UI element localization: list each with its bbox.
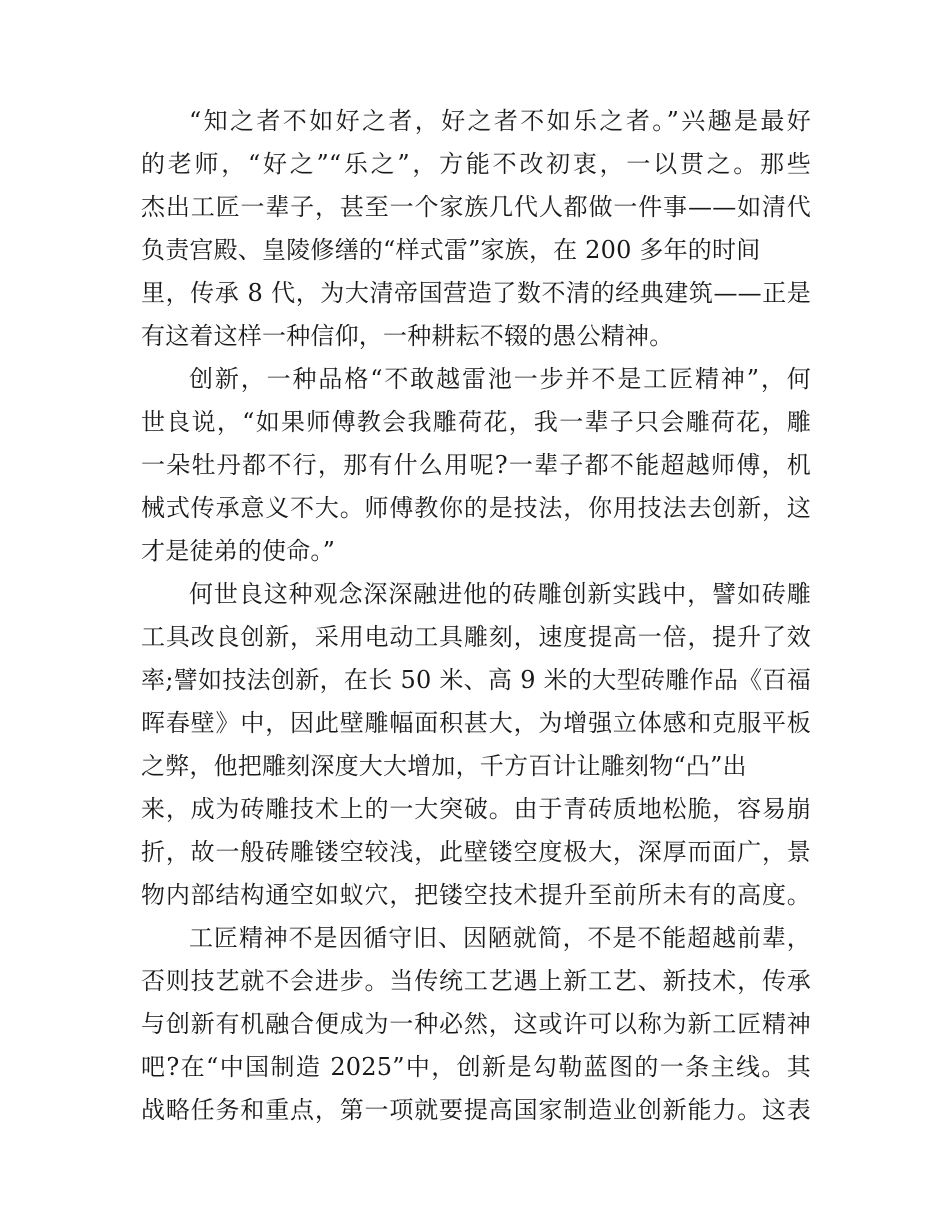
- text-line: 有这着这样一种信仰，一种耕耘不辍的愚公精神。: [141, 322, 674, 350]
- text-line: 世良说，“如果师傅教会我雕荷花，我一辈子只会雕荷花，雕: [141, 408, 811, 436]
- text-line: 杰出工匠一辈子，甚至一个家族几代人都做一件事——如清代: [141, 193, 811, 221]
- text-line: 吧?在“中国制造 2025”中，创新是勾勒蓝图的一条主线。其: [141, 1053, 811, 1081]
- text-line: 否则技艺就不会进步。当传统工艺遇上新工艺、新技术，传承: [141, 967, 811, 995]
- text-line: 之弊，他把雕刻深度大大增加，千方百计让雕刻物“凸”出: [141, 752, 747, 780]
- text-line: 的老师，“好之”“乐之”，方能不改初衷，一以贯之。那些: [141, 150, 811, 178]
- text-line: 折，故一般砖雕镂空较浅，此壁镂空度极大，深厚而面广，景: [141, 838, 811, 866]
- text-line: 晖春壁》中，因此壁雕幅面积甚大，为增强立体感和克服平板: [141, 709, 811, 737]
- text-line: “知之者不如好之者，好之者不如乐之者。”兴趣是最好: [189, 107, 811, 135]
- text-line: 一朵牡丹都不行，那有什么用呢?一辈子都不能超越师傅，机: [141, 451, 811, 479]
- text-line: 物内部结构通空如蚁穴，把镂空技术提升至前所未有的高度。: [141, 881, 811, 909]
- document-body: [141, 100, 811, 1132]
- text-line: 来，成为砖雕技术上的一大突破。由于青砖质地松脆，容易崩: [141, 795, 811, 823]
- text-line: 负责宫殿、皇陵修缮的“样式雷”家族，在 200 多年的时间: [141, 236, 761, 264]
- text-line: 与创新有机融合便成为一种必然，这或许可以称为新工匠精神: [141, 1010, 811, 1038]
- text-line: 械式传承意义不大。师傅教你的是技法，你用技法去创新，这: [141, 494, 811, 522]
- text-line: 创新，一种品格“不敢越雷池一步并不是工匠精神”，何: [189, 365, 811, 393]
- text-line: 工具改良创新，采用电动工具雕刻，速度提高一倍，提升了效: [141, 623, 811, 651]
- text-line: 战略任务和重点，第一项就要提高国家制造业创新能力。这表: [141, 1096, 811, 1124]
- text-line: 里，传承 8 代，为大清帝国营造了数不清的经典建筑——正是: [141, 279, 811, 307]
- text-line: 才是徒弟的使命。”: [141, 537, 336, 565]
- text-line: 何世良这种观念深深融进他的砖雕创新实践中，譬如砖雕: [189, 580, 811, 608]
- text-line: 率;譬如技法创新，在长 50 米、高 9 米的大型砖雕作品《百福: [141, 666, 811, 694]
- text-line: 工匠精神不是因循守旧、因陋就简，不是不能超越前辈，: [189, 924, 811, 952]
